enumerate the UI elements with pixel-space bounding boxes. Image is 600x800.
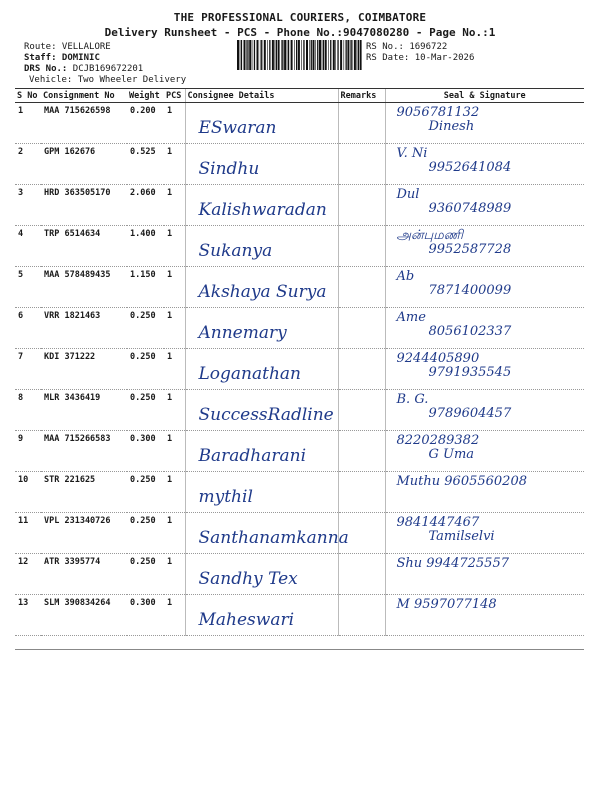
signature-line-1: Ab <box>396 269 415 284</box>
barcode-bar <box>335 40 336 70</box>
barcode-bar <box>309 40 310 70</box>
cell-sno: 5 <box>15 267 41 308</box>
col-header-sno: S No <box>15 89 41 103</box>
cell-consignee <box>185 226 338 267</box>
cell-remarks <box>338 431 385 472</box>
barcode-bar <box>241 40 242 70</box>
table-row <box>15 185 584 226</box>
barcode-bar <box>337 40 338 70</box>
cell-weight: 1.150 <box>127 267 164 308</box>
barcode-bar <box>261 40 262 70</box>
barcode-bar <box>296 40 297 70</box>
cell-pcs: 1 <box>164 226 185 267</box>
barcode-bar <box>288 40 289 70</box>
consignee-handwriting: SuccessRadline <box>198 405 334 425</box>
cell-signature <box>385 554 584 595</box>
cell-remarks <box>338 390 385 431</box>
table-header-row <box>15 89 584 103</box>
cell-weight: 0.525 <box>127 144 164 185</box>
signature-line-2: 9952641084 <box>428 160 512 175</box>
cell-sno: 8 <box>15 390 41 431</box>
signature-line-2: 9952587728 <box>428 242 512 257</box>
barcode-image <box>237 40 362 70</box>
signature-line-1: 9841447467 <box>396 515 480 530</box>
barcode-bar <box>276 40 277 70</box>
barcode-bar <box>330 40 331 70</box>
barcode-bar <box>247 40 248 70</box>
cell-signature <box>385 144 584 185</box>
barcode-bar <box>287 40 288 70</box>
cell-signature <box>385 103 584 144</box>
cell-pcs: 1 <box>164 431 185 472</box>
cell-consignment-no: VPL 231340726 <box>41 513 127 554</box>
cell-signature <box>385 513 584 554</box>
cell-signature <box>385 472 584 513</box>
barcode-bar <box>325 40 327 70</box>
cell-signature <box>385 390 584 431</box>
consignee-handwriting: Kalishwaradan <box>198 200 327 220</box>
barcode-bar <box>311 40 312 70</box>
cell-signature <box>385 267 584 308</box>
cell-sno: 13 <box>15 595 41 636</box>
route-label: Route: VELLALORE <box>24 42 111 52</box>
cell-consignee <box>185 308 338 349</box>
barcode-bar <box>354 40 356 70</box>
barcode-bar <box>357 40 358 70</box>
barcode-bar <box>294 40 295 70</box>
vehicle-label: Vehicle: Two Wheeler Delivery <box>29 75 187 85</box>
barcode-bar <box>298 40 300 70</box>
consignee-handwriting: mythil <box>198 487 253 507</box>
cell-consignment-no: STR 221625 <box>41 472 127 513</box>
table-row <box>15 144 584 185</box>
barcode-bar <box>319 40 321 70</box>
signature-line-1: V. Ni <box>396 146 428 161</box>
cell-pcs: 1 <box>164 595 185 636</box>
cell-consignee <box>185 472 338 513</box>
table-row <box>15 390 584 431</box>
cell-sno: 4 <box>15 226 41 267</box>
cell-pcs: 1 <box>164 103 185 144</box>
cell-weight: 0.250 <box>127 349 164 390</box>
cell-consignment-no: GPM 162676 <box>41 144 127 185</box>
rs-date: RS Date: 10-Mar-2026 <box>366 53 475 63</box>
consignee-handwriting: Annemary <box>198 323 287 343</box>
cell-weight: 0.300 <box>127 595 164 636</box>
rs-number: RS No.: 1696722 <box>366 42 448 52</box>
signature-line-1: அன்புமணி <box>396 228 464 243</box>
cell-remarks <box>338 472 385 513</box>
signature-line-1: Muthu 9605560208 <box>396 474 527 489</box>
drs-label: DRS No.: <box>24 64 68 74</box>
barcode-bar <box>257 40 259 70</box>
cell-pcs: 1 <box>164 185 185 226</box>
barcode-bar <box>313 40 315 70</box>
table-row <box>15 595 584 636</box>
cell-pcs: 1 <box>164 267 185 308</box>
cell-weight: 0.200 <box>127 103 164 144</box>
cell-consignee <box>185 267 338 308</box>
drs-value: DCJB169672201 <box>72 64 144 74</box>
barcode-bar <box>347 40 349 70</box>
consignee-handwriting: Santhanamkanna <box>198 528 349 548</box>
cell-consignee <box>185 103 338 144</box>
cell-weight: 0.250 <box>127 554 164 595</box>
table-row <box>15 513 584 554</box>
cell-signature <box>385 349 584 390</box>
cell-pcs: 1 <box>164 554 185 595</box>
cell-remarks <box>338 554 385 595</box>
cell-pcs: 1 <box>164 513 185 554</box>
cell-pcs: 1 <box>164 472 185 513</box>
consignee-handwriting: Maheswari <box>198 610 295 630</box>
signature-line-2: 9791935545 <box>428 365 512 380</box>
cell-consignment-no: KDI 371222 <box>41 349 127 390</box>
barcode-bar <box>301 40 302 70</box>
cell-consignee <box>185 349 338 390</box>
cell-sno: 10 <box>15 472 41 513</box>
consignee-handwriting: Sindhu <box>198 159 260 179</box>
cell-remarks <box>338 308 385 349</box>
drs-number <box>24 64 143 75</box>
signature-line-1: Shu 9944725557 <box>396 556 509 571</box>
table-row <box>15 431 584 472</box>
cell-sno: 12 <box>15 554 41 595</box>
cell-consignment-no: SLM 390834264 <box>41 595 127 636</box>
barcode-bar <box>281 40 282 70</box>
barcode-bar <box>278 40 280 70</box>
consignee-handwriting: Akshaya Surya <box>198 282 327 302</box>
barcode-bar <box>333 40 335 70</box>
table-row <box>15 554 584 595</box>
cell-remarks <box>338 349 385 390</box>
cell-remarks <box>338 103 385 144</box>
cell-weight: 2.060 <box>127 185 164 226</box>
cell-remarks <box>338 267 385 308</box>
cell-consignment-no: MAA 715266583 <box>41 431 127 472</box>
signature-line-2: 8056102337 <box>428 324 512 339</box>
cell-pcs: 1 <box>164 349 185 390</box>
cell-sno: 7 <box>15 349 41 390</box>
signature-line-1: 8220289382 <box>396 433 480 448</box>
runsheet-subtitle: Delivery Runsheet - PCS - Phone No.:9047080280 - Page No.:1 <box>104 26 496 39</box>
signature-line-1: B. G. <box>396 392 429 407</box>
barcode-bar <box>351 40 352 70</box>
barcode-bar <box>267 40 268 70</box>
cell-consignee <box>185 431 338 472</box>
table-row <box>15 472 584 513</box>
signature-line-2: 7871400099 <box>428 283 512 298</box>
barcode-bar <box>306 40 308 70</box>
cell-remarks <box>338 226 385 267</box>
cell-weight: 0.250 <box>127 513 164 554</box>
barcode-bar <box>254 40 255 70</box>
cell-pcs: 1 <box>164 390 185 431</box>
cell-sno: 2 <box>15 144 41 185</box>
barcode-bar <box>315 40 316 70</box>
barcode-bar <box>269 40 270 70</box>
signature-line-1: 9244405890 <box>396 351 480 366</box>
cell-consignee <box>185 513 349 554</box>
cell-signature <box>385 308 584 349</box>
barcode-bar <box>237 40 239 70</box>
col-header-remarks: Remarks <box>338 89 385 103</box>
cell-sno: 9 <box>15 431 41 472</box>
cell-consignee <box>185 185 338 226</box>
col-header-consignment: Consignment No <box>41 89 127 103</box>
barcode-bar <box>358 40 359 70</box>
barcode-bar <box>246 40 247 70</box>
cell-weight: 0.250 <box>127 308 164 349</box>
cell-sno: 6 <box>15 308 41 349</box>
cell-sno: 3 <box>15 185 41 226</box>
barcode-bar <box>272 40 274 70</box>
consignee-handwriting: Sukanya <box>198 241 273 261</box>
cell-remarks <box>338 595 385 636</box>
signature-line-2: Tamilselvi <box>428 529 495 544</box>
cell-signature <box>385 226 584 267</box>
cell-consignment-no: HRD 363505170 <box>41 185 127 226</box>
cell-pcs: 1 <box>164 308 185 349</box>
cell-remarks <box>338 144 385 185</box>
consignee-handwriting: Loganathan <box>198 364 301 384</box>
col-header-pcs: PCS <box>164 89 185 103</box>
signature-line-2: G Uma <box>428 447 475 462</box>
cell-weight: 0.250 <box>127 472 164 513</box>
cell-signature <box>385 431 584 472</box>
cell-sno: 1 <box>15 103 41 144</box>
table-row <box>15 226 584 267</box>
barcode-bar <box>322 40 323 70</box>
cell-pcs: 1 <box>164 144 185 185</box>
staff-label: Staff: DOMINIC <box>24 53 100 63</box>
cell-signature <box>385 595 584 636</box>
barcode-bar <box>282 40 283 70</box>
cell-remarks <box>338 185 385 226</box>
table-row <box>15 308 584 349</box>
runsheet-table <box>15 88 584 636</box>
cell-weight: 0.250 <box>127 390 164 431</box>
cell-consignment-no: MLR 3436419 <box>41 390 127 431</box>
cell-consignee <box>185 554 338 595</box>
company-title: THE PROFESSIONAL COURIERS, COIMBATORE <box>173 11 427 24</box>
cell-sno: 11 <box>15 513 41 554</box>
barcode-bar <box>323 40 324 70</box>
consignee-handwriting: Sandhy Tex <box>198 569 298 589</box>
signature-line-2: Dinesh <box>428 119 475 134</box>
barcode-bar <box>260 40 261 70</box>
barcode-bar <box>275 40 276 70</box>
barcode-bar <box>340 40 342 70</box>
barcode-bar <box>240 40 241 70</box>
table-row <box>15 103 584 144</box>
col-header-consignee: Consignee Details <box>185 89 338 103</box>
cell-consignment-no: ATR 3395774 <box>41 554 127 595</box>
signature-line-1: Dul <box>396 187 420 202</box>
barcode-bar <box>360 40 362 70</box>
consignee-handwriting: ESwaran <box>198 118 277 138</box>
barcode-bar <box>264 40 266 70</box>
cell-signature <box>385 185 584 226</box>
col-header-signature: Seal & Signature <box>385 89 584 103</box>
table-end-line <box>15 649 584 650</box>
barcode-bar <box>328 40 329 70</box>
cell-consignment-no: TRP 6514634 <box>41 226 127 267</box>
barcode-bar <box>284 40 286 70</box>
consignee-handwriting: Baradharani <box>198 446 307 466</box>
barcode-bar <box>346 40 347 70</box>
col-header-weight: Weight <box>127 89 164 103</box>
cell-weight: 1.400 <box>127 226 164 267</box>
barcode-bar <box>291 40 293 70</box>
signature-line-2: 9789604457 <box>428 406 512 421</box>
signature-line-1: 9056781132 <box>396 105 480 120</box>
cell-consignment-no: MAA 578489435 <box>41 267 127 308</box>
signature-line-1: M 9597077148 <box>396 597 497 612</box>
cell-consignment-no: VRR 1821463 <box>41 308 127 349</box>
signature-line-1: Ame <box>396 310 426 325</box>
table-row <box>15 267 584 308</box>
cell-consignee <box>185 595 338 636</box>
barcode-bar <box>303 40 304 70</box>
barcode-bar <box>252 40 253 70</box>
cell-consignee <box>185 390 338 431</box>
cell-consignment-no: MAA 715626598 <box>41 103 127 144</box>
cell-weight: 0.300 <box>127 431 164 472</box>
barcode-bar <box>344 40 345 70</box>
table-row <box>15 349 584 390</box>
cell-consignee <box>185 144 338 185</box>
barcode-bar <box>350 40 351 70</box>
barcode-bar <box>249 40 251 70</box>
barcode-bar <box>317 40 318 70</box>
signature-line-2: 9360748989 <box>428 201 512 216</box>
barcode-bar <box>244 40 246 70</box>
